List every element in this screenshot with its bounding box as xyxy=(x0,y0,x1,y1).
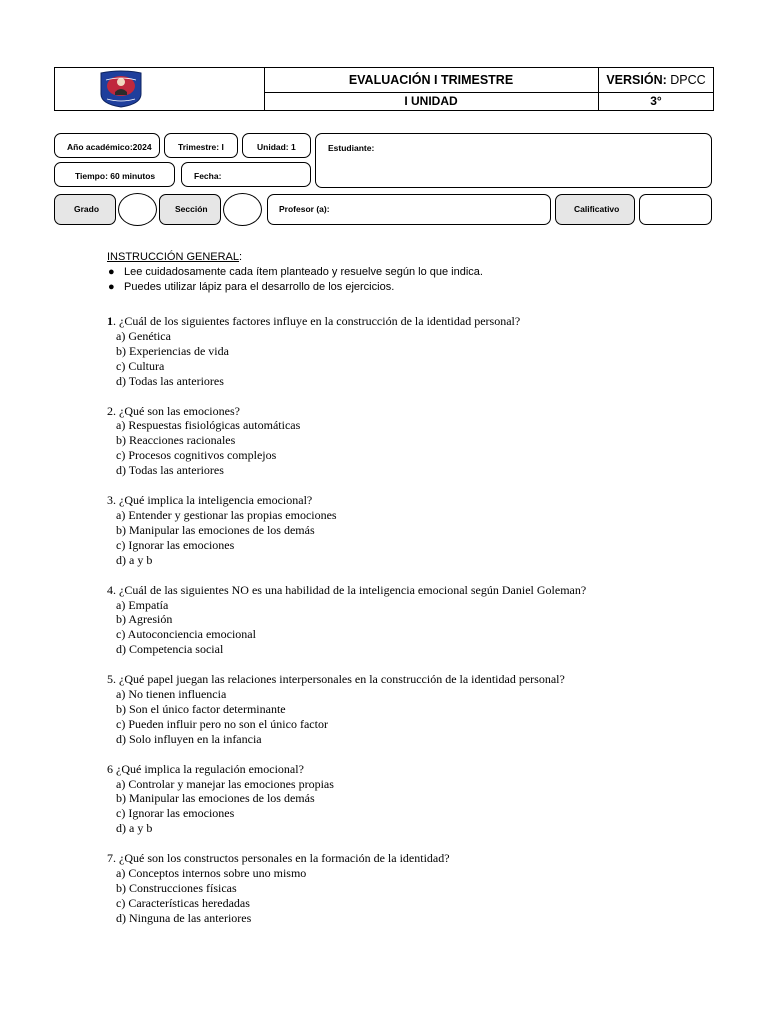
option[interactable]: d) Todas las anteriores xyxy=(116,463,224,478)
question-prompt: ¿Qué son los constructos personales en la formación de la identidad? xyxy=(116,851,450,866)
question-number: 7 xyxy=(107,851,113,866)
instructions-heading xyxy=(107,250,483,265)
question-6 xyxy=(107,762,727,837)
option[interactable]: d) a y b xyxy=(116,821,153,836)
option[interactable]: c) Autoconciencia emocional xyxy=(116,627,256,642)
question-number: 4 xyxy=(107,582,113,597)
section-box xyxy=(159,194,221,225)
option[interactable]: c) Pueden influir pero no son el único factor xyxy=(116,716,328,731)
option[interactable]: c) Características heredadas xyxy=(116,895,250,910)
instruction-text: Puedes utilizar lápiz para el desarrollo de los ejercicios. xyxy=(124,281,395,293)
question-prompt: ¿Qué implica la inteligencia emocional? xyxy=(116,493,313,508)
option[interactable]: a) Respuestas fisiológicas automáticas xyxy=(116,418,301,433)
question-number: 5 xyxy=(107,672,113,687)
student-label: Estudiante: xyxy=(328,143,375,153)
question-number: 6 xyxy=(107,761,113,776)
question-prompt: ¿Cuál de los siguientes factores influye en la construcción de la identidad personal? xyxy=(116,314,521,328)
question-1 xyxy=(107,314,727,389)
question-separator: . xyxy=(113,403,116,418)
question-text xyxy=(107,762,727,777)
question-list xyxy=(107,314,727,941)
question-text xyxy=(107,851,727,866)
exam-title: EVALUACIÓN I TRIMESTRE xyxy=(264,68,599,93)
option[interactable]: c) Procesos cognitivos complejos xyxy=(116,448,277,463)
option[interactable]: a) Empatía xyxy=(116,597,169,612)
option[interactable]: b) Manipular las emociones de los demás xyxy=(116,522,315,537)
date-field[interactable] xyxy=(181,162,311,187)
option[interactable]: a) Genética xyxy=(116,328,171,343)
bullet-icon: ● xyxy=(108,281,115,293)
instructions-title: INSTRUCCIÓN GENERAL xyxy=(107,251,240,263)
question-prompt: ¿Qué son las emociones? xyxy=(116,403,240,418)
question-7 xyxy=(107,851,727,926)
option[interactable]: a) No tienen influencia xyxy=(116,687,227,702)
option[interactable]: c) Ignorar las emociones xyxy=(116,806,235,821)
grade-value: 3° xyxy=(650,94,662,108)
header-table xyxy=(54,67,714,111)
version-label: VERSIÓN: xyxy=(606,73,667,87)
option[interactable]: a) Entender y gestionar las propias emociones xyxy=(116,507,337,522)
instruction-text: Lee cuidadosamente cada ítem planteado y resuelve según lo que indica. xyxy=(124,266,483,278)
school-crest-logo xyxy=(97,70,145,108)
option[interactable]: b) Manipular las emociones de los demás xyxy=(116,791,315,806)
score-label: Calificativo xyxy=(574,204,620,214)
option[interactable]: a) Conceptos internos sobre uno mismo xyxy=(116,866,307,881)
question-separator: . xyxy=(113,493,116,508)
score-label-box xyxy=(555,194,635,225)
question-separator: . xyxy=(113,672,116,687)
version-cell xyxy=(599,68,713,93)
logo-cell xyxy=(55,68,265,110)
grade-label: Grado xyxy=(74,204,100,214)
option[interactable]: b) Experiencias de vida xyxy=(116,343,229,358)
option[interactable]: d) a y b xyxy=(116,552,153,567)
student-field[interactable] xyxy=(315,133,712,188)
option[interactable]: b) Reacciones racionales xyxy=(116,433,236,448)
question-number: 3 xyxy=(107,493,113,508)
question-text xyxy=(107,404,727,419)
option[interactable]: d) Todas las anteriores xyxy=(116,373,224,388)
question-text xyxy=(107,314,727,329)
question-text xyxy=(107,493,727,508)
question-text xyxy=(107,672,727,687)
question-number: 1 xyxy=(107,314,113,328)
option[interactable]: a) Controlar y manejar las emociones propias xyxy=(116,776,334,791)
academic-year-box xyxy=(54,133,160,158)
academic-year-label: Año académico:2024 xyxy=(67,142,152,152)
general-instructions xyxy=(107,250,483,295)
question-3 xyxy=(107,493,727,568)
question-prompt: ¿Cuál de las siguientes NO es una habilidad de la inteligencia emocional según Daniel Goleman? xyxy=(116,582,587,597)
instructions-colon: : xyxy=(239,251,243,263)
version-value: DPCC xyxy=(670,73,706,87)
option[interactable]: d) Ninguna de las anteriores xyxy=(116,910,252,925)
unit-label: Unidad: 1 xyxy=(257,142,296,152)
option[interactable]: b) Construcciones físicas xyxy=(116,881,237,895)
instruction-item xyxy=(107,280,483,295)
teacher-label: Profesor (a): xyxy=(279,204,330,214)
score-field[interactable] xyxy=(639,194,712,225)
unit-title: I UNIDAD xyxy=(264,93,599,110)
option[interactable]: d) Solo influyen en la infancia xyxy=(116,731,262,746)
question-prompt: ¿Qué implica la regulación emocional? xyxy=(113,761,304,776)
section-label: Sección xyxy=(175,204,208,214)
option[interactable]: d) Competencia social xyxy=(116,642,224,657)
question-4 xyxy=(107,583,727,658)
grade-box xyxy=(54,194,116,225)
unit-box xyxy=(242,133,311,158)
section-input-circle[interactable] xyxy=(223,193,262,226)
option[interactable]: c) Ignorar las emociones xyxy=(116,537,235,552)
time-box xyxy=(54,162,175,187)
option[interactable]: c) Cultura xyxy=(116,358,165,373)
option[interactable]: b) Agresión xyxy=(116,612,173,627)
option[interactable]: b) Son el único factor determinante xyxy=(116,701,286,716)
question-5 xyxy=(107,672,727,747)
question-separator: . xyxy=(113,582,116,597)
question-separator: . xyxy=(113,851,116,866)
question-2 xyxy=(107,404,727,479)
bullet-icon: ● xyxy=(108,266,115,278)
trimester-label: Trimestre: I xyxy=(178,142,224,152)
trimester-box xyxy=(164,133,238,158)
question-prompt: ¿Qué papel juegan las relaciones interpersonales en la construcción de la identidad personal? xyxy=(116,672,565,687)
date-label: Fecha: xyxy=(194,171,222,181)
instruction-item xyxy=(107,265,483,280)
question-separator: . xyxy=(113,314,116,328)
time-label: Tiempo: 60 minutos xyxy=(75,171,156,181)
teacher-field[interactable] xyxy=(267,194,551,225)
question-number: 2 xyxy=(107,403,113,418)
grade-input-circle[interactable] xyxy=(118,193,157,226)
question-text xyxy=(107,583,727,598)
